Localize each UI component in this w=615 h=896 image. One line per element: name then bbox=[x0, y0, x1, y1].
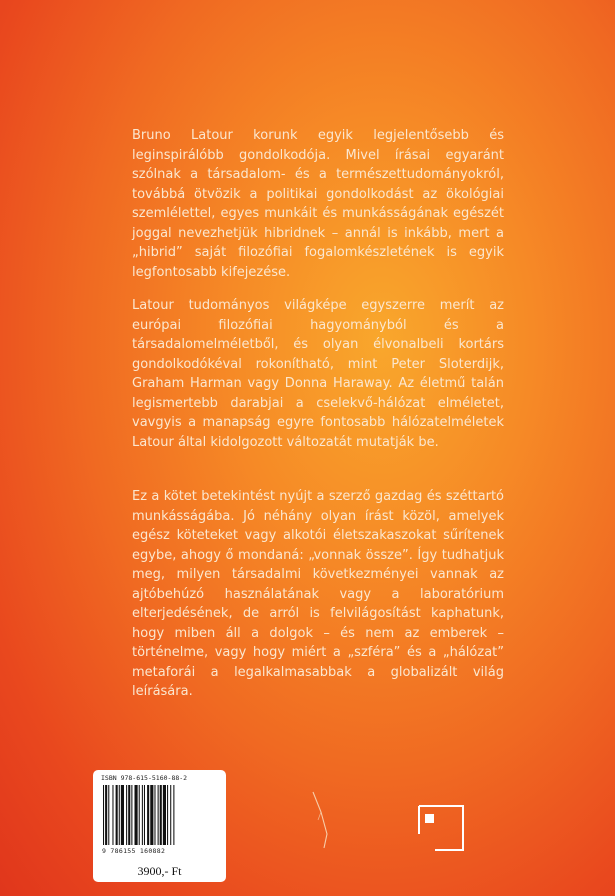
barcode-label bbox=[93, 770, 226, 882]
isbn-digits: 9 786155 160882 bbox=[102, 847, 166, 855]
barcode-icon bbox=[102, 785, 216, 845]
isbn-label: ISBN 978-615-5160-88-2 bbox=[101, 774, 188, 782]
paragraph-intro: Bruno Latour korunk egyik legjelentősebb és leginspirálóbb gondolkodója. Mivel írásai egyaránt szólnak a társadalom- és a természettudományokról, továbbá ötvözik a politikai gondolkodást az ökológiai szemlélettel, egyes munkáit és munkásságának egészét joggal nevezhetjük hibridnek – annál is inkább, mert a „hibrid” saját filozófiai fogalomkészletének is egyik legfontosabb kifejezése. bbox=[132, 128, 504, 280]
brush-stroke-icon bbox=[310, 790, 330, 850]
paragraph-volume: Ez a kötet betekintést nyújt a szerző gazdag és széttartó munkásságába. Jó néhány olyan írást közöl, amelyek egész köteteket vagy alkotói életszakaszokat sűrítenek egybe, ahogy ő mondaná: „vonnak össze”. Így tudhatjuk meg, milyen társadalmi következményei vannak az ajtóbehúzó használatának vagy a laboratórium elterjedésének, de arról is felvilágosítást kaphatunk, hogy miben áll a dolgok – és nem az emberek – történelme, vagy hogy miért a „szféra” és a „hálózat” metaforái a legalkalmasabbak a globalizált világ leírására. bbox=[132, 489, 504, 699]
paragraph-worldview: Latour tudományos világképe egyszerre merít az európai filozófiai hagyományból és a társadalomelméletből, és olyan élvonalbeli kortárs gondolkodókéval rokonítható, mint Peter Sloterdijk, Graham Harman vagy Donna Haraway. Az életmű talán legismertebb darabjai a cselekvő-hálózat elméletet, vavgyis a manapság egyre fontosabb hálózatelméletek Latour által kidolgozott változatát mutatják be. bbox=[132, 298, 504, 450]
publisher-logo-icon bbox=[417, 804, 465, 852]
price-label: 3900,- Ft bbox=[137, 864, 182, 878]
